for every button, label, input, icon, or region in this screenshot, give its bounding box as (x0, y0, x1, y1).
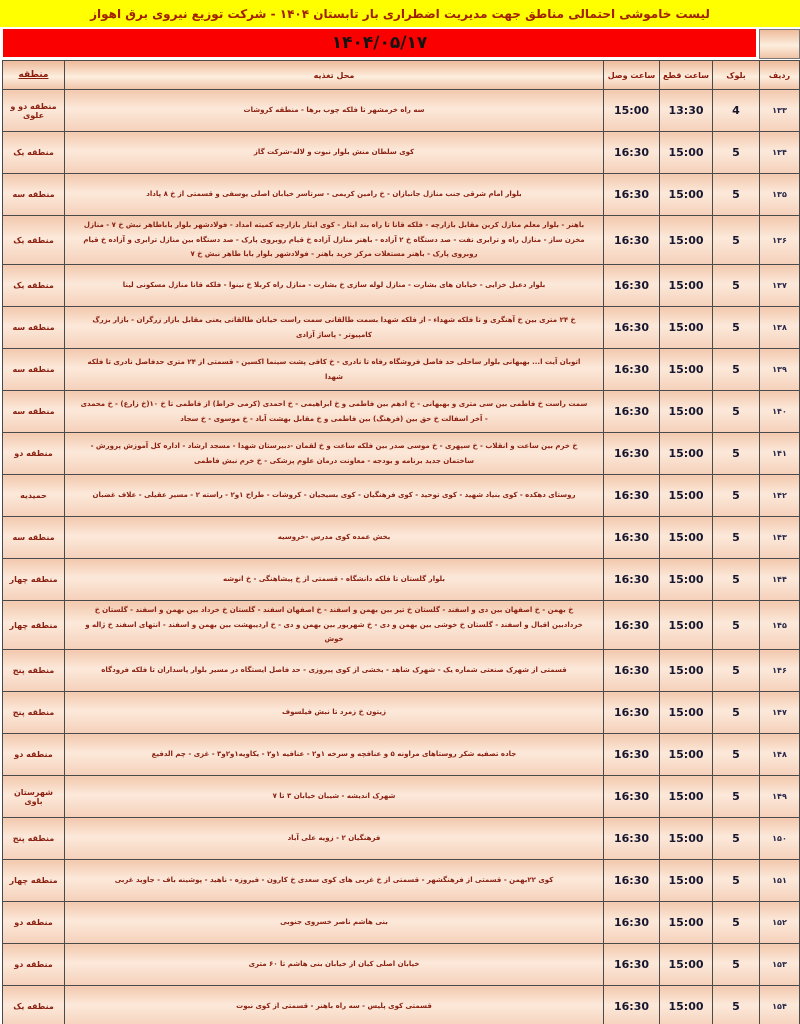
cell-region: منطقه سه (3, 391, 65, 433)
column-header-block: بلوک (713, 61, 760, 90)
cell-row-number: ۱۳۴ (760, 132, 800, 174)
cell-location: جاده تصفیه شکر روستاهای مراونه ۵ و عنافچه و سرخه ۱و۲ - عنافیه ۱و۲ - یکاویه۱و۲و۳ - غزی - چم الدفیع (65, 734, 604, 776)
cell-row-number: ۱۴۸ (760, 734, 800, 776)
cell-block: 5 (713, 986, 760, 1024)
cell-block: 5 (713, 517, 760, 559)
cell-location: خیابان اصلی کیان از خیابان بنی هاشم تا ۶۰ متری (65, 944, 604, 986)
cell-region: منطقه سه (3, 349, 65, 391)
cell-cut-time: 15:00 (660, 132, 713, 174)
table-row (3, 559, 800, 601)
cell-cut-time: 15:00 (660, 391, 713, 433)
table-row (3, 90, 800, 132)
table-row (3, 818, 800, 860)
table-row (3, 391, 800, 433)
table-row (3, 433, 800, 475)
cell-location: باهنر - بلوار معلم منازل کرین مقابل بازارچه - فلکه قانا تا راه بند ایثار - کوی ایثار بازارچه کمیته امداد - فولادشهر بلوار باباطاهر نبش خ ۷ - منازل مخزن ساز - منازل راه و ترابری نفت - صد دستگاه خ ۲ آزاده - باهنر منازل آزاده خ قیام روبروی پارک - صد دستگاه بین منازل ترابری و آزاده خ قیام روبروی پارک - باهنر مستغلات مرکز خرید باهنر - فولادشهر بلوار بابا طاهر نبش خ ۷ (65, 216, 604, 265)
cell-row-number: ۱۴۱ (760, 433, 800, 475)
cell-reconnect-time: 16:30 (604, 601, 660, 650)
cell-location: خ بهمن - خ اصفهان بین دی و اسفند - گلستان خ تیر بین بهمن و اسفند - خ اصفهان اسفند - گلستان خ خرداد بین بهمن و اسفند - گلستان خ خردادبین اقبال و اسفند - گلستان خ خوشی بین بهمن و دی - خ شهریور بین بهمن و دی - خ اردیبهشت بین بهمن و اسفند - انتهای اسفند خ ژاله و خوش (65, 601, 604, 650)
table-row (3, 174, 800, 216)
cell-block: 5 (713, 307, 760, 349)
report-title: لیست خاموشی احتمالی مناطق جهت مدیریت اضطراری بار تابستان ۱۴۰۴ - شرکت توزیع نیروی برق اهواز (90, 6, 710, 21)
cell-row-number: ۱۴۶ (760, 650, 800, 692)
table-row (3, 216, 800, 265)
schedule-table-body (3, 90, 800, 1024)
cell-cut-time: 15:00 (660, 349, 713, 391)
cell-block: 5 (713, 601, 760, 650)
cell-region: منطقه پنج (3, 650, 65, 692)
cell-reconnect-time: 16:30 (604, 475, 660, 517)
cell-cut-time: 15:00 (660, 650, 713, 692)
cell-block: 5 (713, 776, 760, 818)
cell-cut-time: 15:00 (660, 692, 713, 734)
cell-row-number: ۱۳۳ (760, 90, 800, 132)
table-row (3, 860, 800, 902)
cell-cut-time: 15:00 (660, 860, 713, 902)
cell-reconnect-time: 16:30 (604, 902, 660, 944)
cell-cut-time: 15:00 (660, 265, 713, 307)
corner-cell (759, 29, 800, 59)
cell-row-number: ۱۳۷ (760, 265, 800, 307)
cell-block: 5 (713, 559, 760, 601)
cell-reconnect-time: 16:30 (604, 216, 660, 265)
cell-location: شهرک اندیشه - شیبان خیابان ۳ تا ۷ (65, 776, 604, 818)
cell-block: 4 (713, 90, 760, 132)
cell-cut-time: 15:00 (660, 818, 713, 860)
cell-reconnect-time: 16:30 (604, 818, 660, 860)
cell-row-number: ۱۵۰ (760, 818, 800, 860)
cell-block: 5 (713, 349, 760, 391)
table-row (3, 692, 800, 734)
outage-table-header (3, 61, 800, 90)
table-row (3, 601, 800, 650)
cell-row-number: ۱۴۹ (760, 776, 800, 818)
cell-region: حمیدیه (3, 475, 65, 517)
cell-block: 5 (713, 216, 760, 265)
table-row (3, 650, 800, 692)
cell-region: منطقه یک (3, 265, 65, 307)
cell-cut-time: 15:00 (660, 986, 713, 1024)
cell-cut-time: 15:00 (660, 944, 713, 986)
cell-block: 5 (713, 475, 760, 517)
header-row (3, 61, 800, 90)
cell-cut-time: 15:00 (660, 307, 713, 349)
cell-cut-time: 15:00 (660, 601, 713, 650)
cell-block: 5 (713, 818, 760, 860)
cell-block: 5 (713, 692, 760, 734)
cell-location: بخش عمده کوی مدرس -خروسیه (65, 517, 604, 559)
cell-reconnect-time: 16:30 (604, 650, 660, 692)
date-row (3, 29, 800, 57)
cell-row-number: ۱۴۵ (760, 601, 800, 650)
cell-cut-time: 15:00 (660, 776, 713, 818)
cell-region: منطقه دو (3, 734, 65, 776)
cell-block: 5 (713, 902, 760, 944)
table-row (3, 307, 800, 349)
cell-region: شهرستان باوی (3, 776, 65, 818)
table-row (3, 265, 800, 307)
cell-row-number: ۱۵۴ (760, 986, 800, 1024)
cell-location: سمت راست خ فاطمی بین سی متری و بهبهانی - خ ادهم بین فاطمی و خ ابراهیمی - خ احمدی (کرمی خراط) از فاطمی تا خ ۱۰(خ زارع) - خ محمدی - آخر اسفالت خ حق بین (فرهنگ) بین فاطمی و خ مقابل بهشت آباد - خ موسوی - خ سجاد (65, 391, 604, 433)
table-row (3, 734, 800, 776)
cell-region: منطقه دو و علوی (3, 90, 65, 132)
cell-location: قسمتی از شهرک صنعتی شماره یک - شهرک شاهد - بخشی از کوی پیروزی - حد فاصل ایستگاه در مسیر بلوار پاسداران تا فلکه فرودگاه (65, 650, 604, 692)
cell-block: 5 (713, 860, 760, 902)
cell-block: 5 (713, 944, 760, 986)
cell-region: منطقه پنج (3, 818, 65, 860)
cell-reconnect-time: 16:30 (604, 776, 660, 818)
cell-block: 5 (713, 433, 760, 475)
cell-location: سه راه خرمشهر تا فلکه چوب برها - منطقه کروشات (65, 90, 604, 132)
cell-cut-time: 13:30 (660, 90, 713, 132)
table-row (3, 902, 800, 944)
cell-cut-time: 15:00 (660, 559, 713, 601)
table-row (3, 349, 800, 391)
cell-region: منطقه سه (3, 174, 65, 216)
cell-reconnect-time: 16:30 (604, 349, 660, 391)
cell-row-number: ۱۴۰ (760, 391, 800, 433)
cell-row-number: ۱۴۳ (760, 517, 800, 559)
cell-row-number: ۱۵۲ (760, 902, 800, 944)
cell-cut-time: 15:00 (660, 174, 713, 216)
table-row (3, 986, 800, 1024)
cell-reconnect-time: 16:30 (604, 132, 660, 174)
cell-cut-time: 15:00 (660, 517, 713, 559)
outage-table (2, 60, 800, 1024)
column-header-location: محل تغذیه (65, 61, 604, 90)
cell-location: اتوبان آیت ا... بهبهانی بلوار ساحلی حد فاصل فروشگاه رفاه تا نادری - خ کافی پشت سینما اکسین - قسمتی از ۲۴ متری حدفاصل نادری تا فلکه شهدا (65, 349, 604, 391)
cell-region: منطقه دو (3, 902, 65, 944)
cell-reconnect-time: 16:30 (604, 391, 660, 433)
cell-block: 5 (713, 650, 760, 692)
cell-region: منطقه سه (3, 517, 65, 559)
table-row (3, 776, 800, 818)
cell-row-number: ۱۴۷ (760, 692, 800, 734)
cell-reconnect-time: 16:30 (604, 433, 660, 475)
cell-block: 5 (713, 265, 760, 307)
cell-row-number: ۱۳۶ (760, 216, 800, 265)
cell-location: زیتون خ زمرد تا نبش فیلسوف (65, 692, 604, 734)
cell-reconnect-time: 16:30 (604, 860, 660, 902)
column-header-row-number: ردیف (760, 61, 800, 90)
cell-location: خ ۲۴ متری بین خ آهنگری و تا فلکه شهداء - از فلکه شهدا بسمت طالقانی سمت راست خیابان طالقانی یعنی مقابل بازار زرگران - بازار بزرگ کامپیوتر - پاساژ آزادی (65, 307, 604, 349)
cell-location: قسمتی کوی پلیس - سه راه باهنر - قسمتی از کوی نبوت (65, 986, 604, 1024)
cell-block: 5 (713, 391, 760, 433)
cell-row-number: ۱۵۳ (760, 944, 800, 986)
cell-location: کوی ۲۲بهمن - قسمتی از فرهنگشهر - قسمتی از خ غربی های کوی سعدی خ کارون - فیروزه - ناهید - پوشینه باف - جاوید غربی (65, 860, 604, 902)
column-header-reconnect-time: ساعت وصل (604, 61, 660, 90)
cell-row-number: ۱۴۴ (760, 559, 800, 601)
cell-location: بلوار امام شرقی جنب منازل جانبازان - خ رامین کریمی - سرتاسر خیابان اصلی یوسفی و قسمتی از خ ۸ پاداد (65, 174, 604, 216)
cell-reconnect-time: 16:30 (604, 986, 660, 1024)
cell-row-number: ۱۳۵ (760, 174, 800, 216)
cell-reconnect-time: 15:00 (604, 90, 660, 132)
cell-region: منطقه دو (3, 433, 65, 475)
cell-region: منطقه چهار (3, 860, 65, 902)
column-header-region-label: منطقه (18, 70, 49, 80)
cell-reconnect-time: 16:30 (604, 517, 660, 559)
cell-region: منطقه یک (3, 986, 65, 1024)
column-header-region (3, 61, 65, 90)
cell-region: منطقه یک (3, 132, 65, 174)
date-banner (3, 29, 756, 57)
cell-region: منطقه دو (3, 944, 65, 986)
cell-location: بلوار دعبل خزایی - خیابان های بشارت - منازل لوله سازی خ بشارت - منازل راه کربلا خ نینوا - فلکه قانا منازل مسکونی لینا (65, 265, 604, 307)
cell-reconnect-time: 16:30 (604, 307, 660, 349)
cell-region: منطقه چهار (3, 601, 65, 650)
cell-location: روستای دهکده - کوی بنیاد شهید - کوی توحید - کوی فرهنگیان - کوی بسیجیان - کروشات - طراح ۱و۲ - راسته ۲ - مسیر عقیلی - علاف غضبان (65, 475, 604, 517)
cell-location: خ خرم بین ساعت و انقلاب - خ سپهری - خ موسی صدر بین فلکه ساعت و خ لقمان -دبیرستان شهدا - مسجد ارشاد - اداره کل آموزش پرورش - ساختمان جدید برنامه و بودجه - معاونت درمان علوم پزشکی - خ خرم نبش فاطمی (65, 433, 604, 475)
cell-row-number: ۱۳۹ (760, 349, 800, 391)
cell-location: بنی هاشم ناصر خسروی جنوبی (65, 902, 604, 944)
cell-row-number: ۱۴۲ (760, 475, 800, 517)
cell-location: فرهنگیان ۲ - زویه علی آباد (65, 818, 604, 860)
table-row (3, 132, 800, 174)
schedule-date: ۱۴۰۴/۰۵/۱۷ (331, 33, 428, 53)
cell-row-number: ۱۳۸ (760, 307, 800, 349)
table-row (3, 944, 800, 986)
cell-reconnect-time: 16:30 (604, 734, 660, 776)
cell-location: کوی سلطان منش بلوار نبوت و لاله-شرکت گاز (65, 132, 604, 174)
cell-reconnect-time: 16:30 (604, 559, 660, 601)
column-header-cut-time: ساعت قطع (660, 61, 713, 90)
cell-reconnect-time: 16:30 (604, 174, 660, 216)
cell-block: 5 (713, 174, 760, 216)
cell-reconnect-time: 16:30 (604, 265, 660, 307)
table-row (3, 517, 800, 559)
cell-cut-time: 15:00 (660, 475, 713, 517)
cell-cut-time: 15:00 (660, 433, 713, 475)
cell-block: 5 (713, 132, 760, 174)
cell-reconnect-time: 16:30 (604, 944, 660, 986)
cell-region: منطقه چهار (3, 559, 65, 601)
cell-location: بلوار گلستان تا فلکه دانشگاه - قسمتی از خ پیشاهنگی - خ انوشه (65, 559, 604, 601)
cell-reconnect-time: 16:30 (604, 692, 660, 734)
cell-region: منطقه پنج (3, 692, 65, 734)
cell-cut-time: 15:00 (660, 734, 713, 776)
cell-cut-time: 15:00 (660, 902, 713, 944)
cell-cut-time: 15:00 (660, 216, 713, 265)
cell-region: منطقه یک (3, 216, 65, 265)
cell-row-number: ۱۵۱ (760, 860, 800, 902)
cell-block: 5 (713, 734, 760, 776)
cell-region: منطقه سه (3, 307, 65, 349)
report-title-banner (0, 0, 800, 27)
table-row (3, 475, 800, 517)
